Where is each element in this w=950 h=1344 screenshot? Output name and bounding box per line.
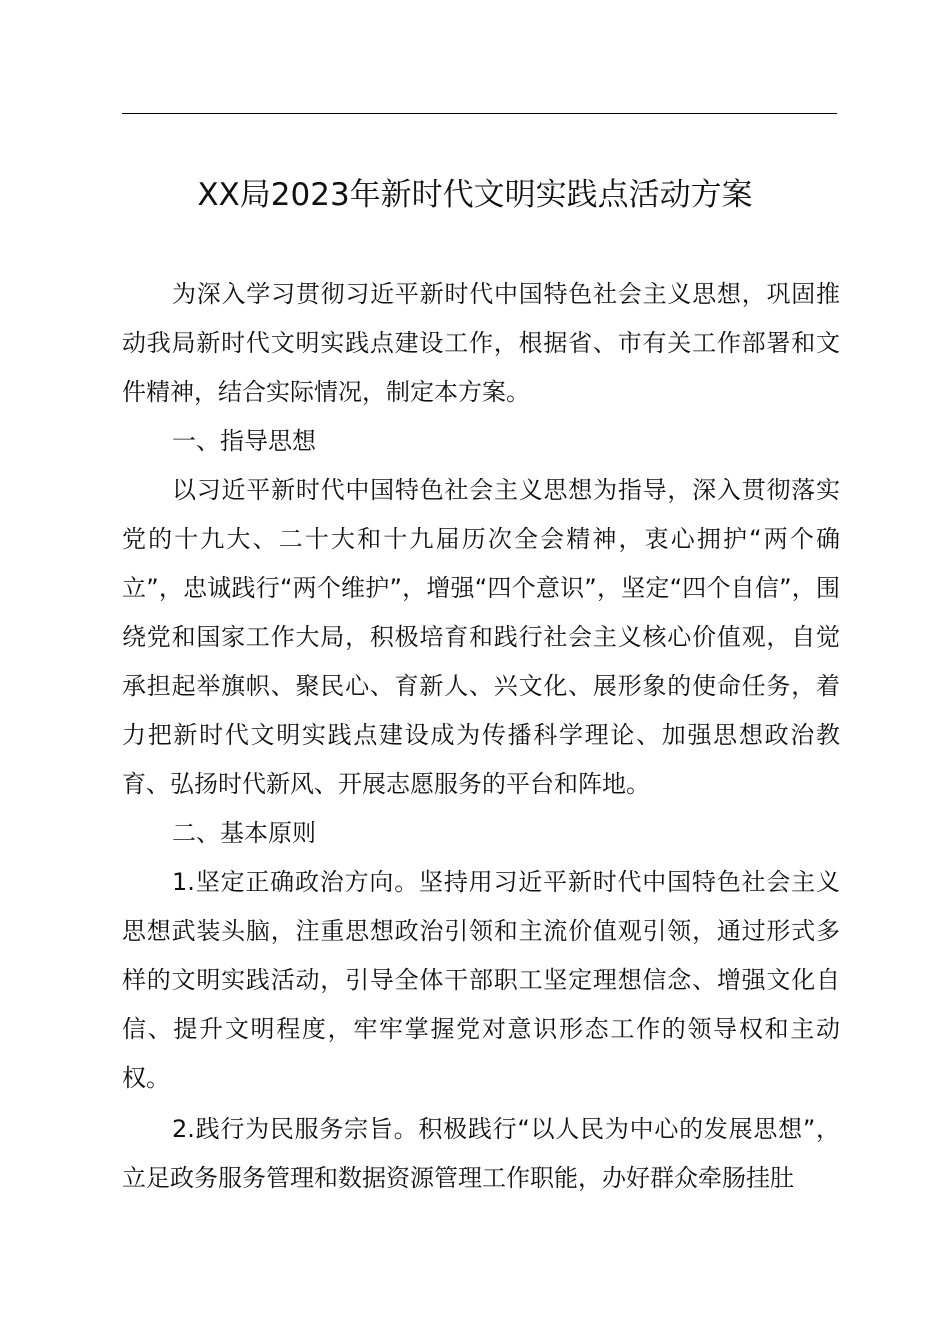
document-title: XX局2023年新时代文明实践点活动方案 [197, 177, 753, 213]
principle-1-paragraph: 1.坚定正确政治方向。坚持用习近平新时代中国特色社会主义思想武装头脑，注重思想政治引领和主流价值观引领，通过形式多样的文明实践活动，引导全体干部职工坚定理想信念、增强文化自信、提升文明程度，牢牢掌握党对意识形态工作的领导权和主动权。 [122, 868, 840, 1092]
header-rule [122, 113, 837, 114]
principle-2-paragraph: 2.践行为民服务宗旨。积极践行“以人民为中心的发展思想”，立足政务服务管理和数据资源管理工作职能，办好群众牵肠挂肚 [122, 1115, 840, 1192]
intro-paragraph: 为深入学习贯彻习近平新时代中国特色社会主义思想，巩固推动我局新时代文明实践点建设工作，根据省、市有关工作部署和文件精神，结合实际情况，制定本方案。 [122, 280, 840, 406]
document-body [122, 270, 840, 1203]
section-heading-guiding-ideology: 一、指导思想 [172, 427, 316, 455]
section-heading-basic-principles: 二、基本原则 [172, 819, 316, 847]
guiding-ideology-paragraph: 以习近平新时代中国特色社会主义思想为指导，深入贯彻落实党的十九大、二十大和十九届历次全会精神，衷心拥护“两个确立”，忠诚践行“两个维护”，增强“四个意识”，坚定“四个自信”，围绕党和国家工作大局，积极培育和践行社会主义核心价值观，自觉承担起举旗帜、聚民心、育新人、兴文化、展形象的使命任务，着力把新时代文明实践点建设成为传播科学理论、加强思想政治教育、弘扬时代新风、开展志愿服务的平台和阵地。 [122, 476, 840, 798]
